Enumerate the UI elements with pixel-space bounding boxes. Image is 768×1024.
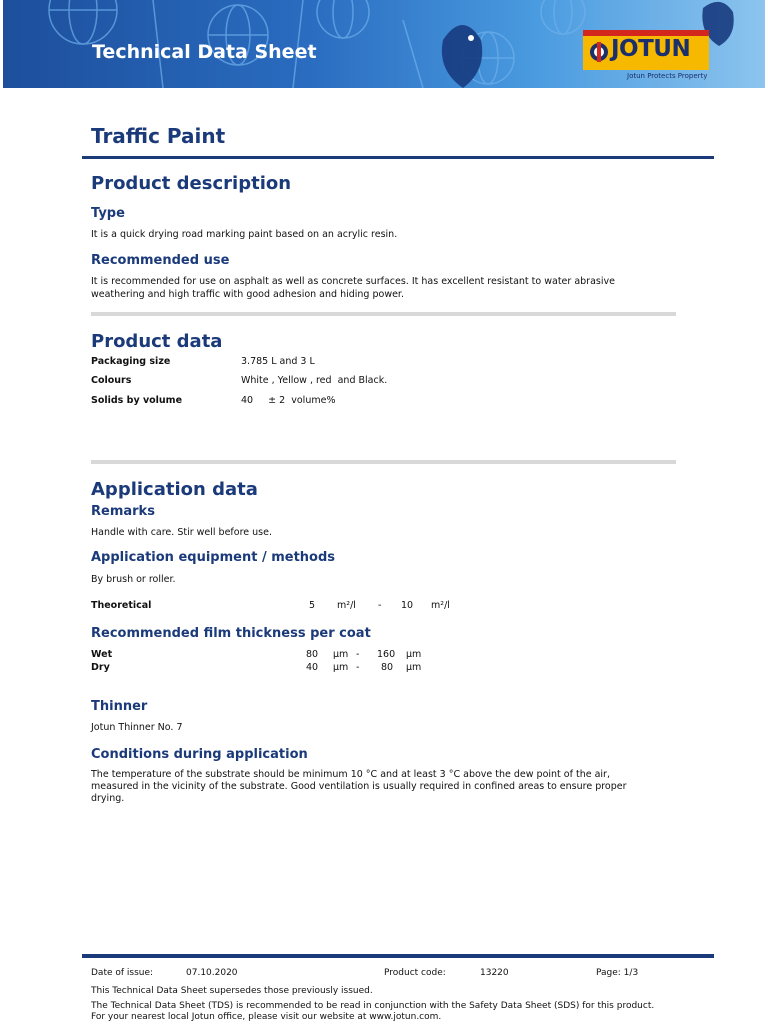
section-divider <box>91 312 676 316</box>
conditions-line-2: measured in the vicinity of the substrate. Good ventilation is usually required in confined areas to ensure proper <box>91 781 627 792</box>
packaging-size-label: Packaging size <box>91 356 171 367</box>
dry-unit: µm <box>406 662 422 673</box>
product-code-value: 13220 <box>480 968 509 978</box>
solids-by-volume-label: Solids by volume <box>91 395 183 406</box>
section-heading-application-data: Application data <box>91 479 258 500</box>
wet-label: Wet <box>91 649 113 660</box>
colours-value: White , Yellow , red and Black. <box>241 375 388 386</box>
equipment-text: By brush or roller. <box>91 574 176 585</box>
product-title: Traffic Paint <box>91 124 226 148</box>
range-dash: - <box>356 662 360 673</box>
date-of-issue-value: 07.10.2020 <box>186 968 238 978</box>
thinner-heading: Thinner <box>91 699 148 714</box>
dry-label: Dry <box>91 662 110 673</box>
type-heading: Type <box>91 206 125 221</box>
section-divider <box>91 460 676 464</box>
range-dash: - <box>378 600 382 611</box>
film-thickness-heading: Recommended film thickness per coat <box>91 626 371 641</box>
dry-unit: µm <box>333 662 349 673</box>
conditions-heading: Conditions during application <box>91 747 308 762</box>
range-dash: - <box>356 649 360 660</box>
colours-label: Colours <box>91 375 132 386</box>
title-rule <box>82 156 714 159</box>
recommended-use-heading: Recommended use <box>91 253 230 268</box>
footer-website-note: For your nearest local Jotun office, please visit our website at www.jotun.com. <box>91 1012 442 1022</box>
wet-min: 80 <box>306 649 319 660</box>
wet-unit: µm <box>333 649 349 660</box>
equipment-heading: Application equipment / methods <box>91 550 336 565</box>
whale-logo-icon <box>589 41 609 63</box>
theoretical-label: Theoretical <box>91 600 152 611</box>
brand-tagline: Jotun Protects Property <box>627 72 708 80</box>
section-heading-product-description: Product description <box>91 173 292 194</box>
dry-min: 40 <box>306 662 319 673</box>
theoretical-min: 5 <box>309 600 316 611</box>
brand-name: JOTUN <box>611 36 691 62</box>
dry-max: 80 <box>381 662 394 673</box>
page-number: Page: 1/3 <box>596 968 639 978</box>
footer-tds-note: The Technical Data Sheet (TDS) is recommended to be read in conjunction with the Safety Data Sheet (SDS) for this product. <box>91 1001 655 1011</box>
thinner-text: Jotun Thinner No. 7 <box>91 722 183 733</box>
remarks-heading: Remarks <box>91 504 155 519</box>
wet-max: 160 <box>377 649 396 660</box>
conditions-line-1: The temperature of the substrate should be minimum 10 °C and at least 3 °C above the dew point of the air, <box>91 769 610 780</box>
product-code-label: Product code: <box>384 968 446 978</box>
theoretical-max: 10 <box>401 600 414 611</box>
footer-supersedes-text: This Technical Data Sheet supersedes those previously issued. <box>91 986 373 996</box>
type-text: It is a quick drying road marking paint based on an acrylic resin. <box>91 229 398 240</box>
footer-rule <box>82 954 714 958</box>
theoretical-unit: m²/l <box>431 600 450 611</box>
section-heading-product-data: Product data <box>91 331 223 352</box>
recommended-use-line-1: It is recommended for use on asphalt as well as concrete surfaces. It has excellent resistant to water abrasive <box>91 276 615 287</box>
packaging-size-value: 3.785 L and 3 L <box>241 356 315 367</box>
conditions-line-3: drying. <box>91 793 125 804</box>
theoretical-unit: m²/l <box>337 600 356 611</box>
remarks-text: Handle with care. Stir well before use. <box>91 527 272 538</box>
wet-unit: µm <box>406 649 422 660</box>
document-type-title: Technical Data Sheet <box>92 41 317 63</box>
recommended-use-line-2: weathering and high traffic with good adhesion and hiding power. <box>91 289 404 300</box>
solids-by-volume-value: 40 ± 2 volume% <box>241 395 336 406</box>
date-of-issue-label: Date of issue: <box>91 968 154 978</box>
jotun-logo <box>583 30 709 70</box>
